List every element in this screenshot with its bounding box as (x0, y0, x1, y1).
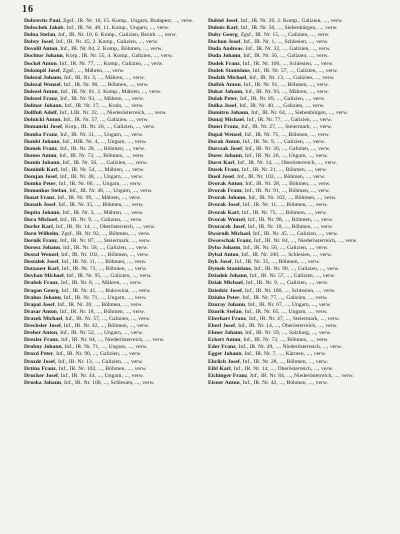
entry-details: , Zgsf., IR. Nr. 92, ..., Böhmen, ..., verw. (58, 230, 151, 237)
entry-details: , Zgsf., ..., Mähren, ..., verw. (59, 67, 125, 74)
entry-details: , Inf., IR. Nr. 47, ..., Steiermark, ..., verw. (245, 315, 340, 322)
entry-details: , Inf., IR. Nr. 31, ..., Ungarn, ..., verw. (57, 131, 144, 138)
entry-details: , Inf., IR. Nr. 75, ..., Böhmen, ..., verw. (238, 209, 328, 216)
entry-name: Dochtor Johann (24, 53, 63, 60)
entry-details: , Inf., IR. Nr. 9, ..., Galizien, ..., verw. (242, 280, 329, 287)
entry-name: Drobny Johann (24, 344, 62, 351)
entry-name: Eberhart Franz (208, 315, 246, 322)
entry-name: Domes Anton (24, 152, 57, 159)
list-entry (208, 295, 384, 302)
entry-name: Dolezal Wenzel (24, 81, 61, 88)
entry-details: , Inf., IR. Nr. 93, ..., Mähren, ..., verw. (242, 88, 329, 95)
entry-details: , Inf., IR. Nr. 64, ..., Siebenbürgen, ..., verw. (248, 110, 349, 117)
list-entry (208, 167, 384, 174)
entry-name: Duffek Anton (208, 81, 241, 88)
entry-details: , Inf., IR. Nr. 67, ..., Ungarn, ..., verw. (245, 301, 332, 308)
entry-name: Dombi Johann (24, 138, 60, 145)
entry-name: Drexler Franz (24, 337, 59, 344)
entry-name: Dukat Johann (208, 88, 243, 95)
list-entry (208, 75, 384, 82)
list-entry (208, 153, 384, 160)
entry-details: , Inf., IR. Nr. 14, ..., Oberösterreich, ..., verw. (234, 159, 337, 166)
entry-name: Dyba Johann (208, 245, 241, 251)
entry-name: Dollfuß Adolf (24, 110, 57, 117)
entry-name: Dumitru Johann (208, 110, 249, 117)
entry-details: , Inf., IR. Nr. 100, ..., Schlesien, ..., verw. (239, 60, 334, 67)
entry-name: Dovhan Michael (24, 273, 64, 280)
entry-details: , Inf., IR. Nr. 52, ..., Ungarn, ..., verw. (57, 330, 144, 337)
entry-details: , Inf., IR. Nr. 20, ..., Galizien, ..., verw. (242, 145, 331, 152)
entry-details: , Inf., IR. Nr. 99, ..., Mähren, ..., verw. (54, 195, 142, 202)
entry-details: , Inf., IR. Nr. 35, ..., Böhmen, ..., verw. (55, 202, 144, 209)
entry-details: , Inf., IR. Nr. 73, ..., Böhmen, ..., verw. (58, 266, 147, 273)
list-entry (24, 202, 200, 209)
entry-name: Dunaj Michael (208, 117, 244, 124)
entry-name: Dymek Stanislaus (208, 266, 251, 273)
entry-name: Dvorak Anton (208, 181, 243, 188)
entry-name: Dvorak Wenzel (208, 216, 245, 223)
entry-details: , Inf., IR. Nr. 18, ..., Böhmen, ..., verw. (244, 223, 333, 230)
list-entry (24, 132, 200, 139)
entry-details: , Inf., IR. Nr. 84, ..., Niederösterreich, ..., verw. (250, 237, 358, 244)
list-entry (24, 53, 200, 60)
list-entry (24, 295, 200, 302)
entry-details: , Inf., IR. Nr. 59, ..., Salzburg, ..., verw. (242, 330, 332, 337)
entry-name: Domonkos Stefan (24, 188, 67, 195)
entry-name: Duchon Josef (208, 39, 241, 46)
entry-name: Dunst Franz (208, 124, 239, 131)
entry-name: Domanski Josef (24, 124, 62, 131)
list-entry (208, 202, 384, 209)
list-entry (24, 46, 200, 53)
entry-details: , Inf., IR. Nr. 73, ..., Böhmen, ..., verw. (56, 152, 145, 159)
entry-details: , Inf., IR. Nr. 7, ..., Kärnten, ..., verw. (241, 351, 327, 358)
list-entry (24, 167, 200, 174)
left-column (24, 18, 200, 387)
entry-name: Dziedzic Josef (208, 287, 242, 294)
entry-name: Domko Peter (24, 181, 56, 188)
entry-name: Dotzauer Karl (24, 266, 59, 273)
list-entry (208, 351, 384, 358)
entry-details: , Inf., IR. Nr. 50, ..., Siebenbürgen, ..., verw. (237, 25, 338, 32)
entry-details: , Inf., IR. Nr. 71, ..., Ungarn, ..., verw. (60, 294, 147, 301)
entry-name: Durczak Josef (208, 145, 243, 152)
list-entry (208, 280, 384, 287)
list-entry (208, 124, 384, 131)
entry-details: , Inf., IR. Nr. 89, ..., Galizien, ..., verw. (236, 96, 326, 103)
list-entry (24, 288, 200, 295)
list-entry (208, 373, 384, 380)
entry-details: , Inf., IR. Nr. 58, ..., Galizien, ..., verw. (60, 245, 149, 251)
entry-name: Eder Franz (208, 344, 236, 351)
entry-details: , Inf., IR. Nr. 42, ..., Böhmen, ..., verw. (239, 379, 328, 386)
entry-details: , Inf., IR. Nr. 20, 2. Komp., Galizien, ..., verw. (237, 18, 343, 24)
entry-name: Egger Johann (208, 351, 242, 358)
entry-details: , Korp., IR. Nr. 20, ..., Galizien, ..., verw. (61, 124, 156, 131)
list-entry (24, 68, 200, 75)
entry-name: Dupal Wenzel (208, 131, 242, 138)
list-entry (24, 153, 200, 160)
entry-details: , Inf., IR. Nr. 11, ..., Böhmen, ..., verw. (239, 202, 328, 209)
list-entry (24, 231, 200, 238)
entry-name: Dorfer Karl (24, 223, 53, 230)
entry-details: , Inf., IR. Nr. 87, ..., Steiermark, ..., verw. (56, 237, 151, 244)
list-entry (208, 210, 384, 217)
list-entry (24, 380, 200, 387)
entry-name: Duda Johann (208, 53, 241, 60)
entry-name: Dopita Johann (24, 209, 60, 216)
entry-name: Dyk Josef (208, 259, 232, 266)
entry-name: Dorn Wilhelm (24, 230, 59, 237)
entry-details: , Inf., IR. Nr. 98, ..., Böhmen, ..., verw. (60, 81, 149, 88)
entry-details: , Inf., IR. Nr. 9, ..., Galizien, ..., verw. (239, 138, 326, 145)
entry-name: Dragan Georg (24, 287, 59, 294)
entry-name: Eberl Josef (208, 323, 236, 330)
entry-name: Drabek Franz (24, 280, 58, 287)
entry-details: , Inf., IR. Nr. 81, 2. Komp., Mähren, ..., verw. (57, 88, 162, 95)
entry-name: Drapal Josef (24, 301, 55, 308)
entry-name: Eisner Anton (208, 379, 240, 386)
entry-details: , Inf., IR. Nr. 32, ..., Galizien, ..., verw. (242, 46, 331, 53)
entry-details: , Inf., IR. Nr. 28, ..., Böhmen, ..., verw. (54, 301, 143, 308)
list-entry (208, 309, 384, 316)
entry-details: , Inf., IR. Nr. 28, ..., Böhmen, ..., verw. (239, 358, 328, 365)
entry-name: Drucker Josef (24, 372, 58, 379)
list-entry (208, 146, 384, 153)
entry-name: Donath Josef (24, 202, 56, 209)
entry-name: Dubois Karl (208, 25, 238, 32)
list-entry (24, 280, 200, 287)
entry-details: , Inf., IR. Nr. 13, ..., Galizien, ..., verw. (55, 358, 144, 365)
entry-details: , Inf., IR. Nr. 14, ..., Oberösterreich, ..., verw. (230, 365, 334, 372)
entry-details: , Inf., IR. Nr. 45, 2. Komp., Galizien, ..., verw. (52, 39, 159, 46)
entry-details: , Inf., IR. Nr. 27, ..., Steiermark, ..., verw. (238, 124, 333, 131)
entry-details: , Inf., IR. Nr. 77, ..., Komp., Galizien, ..., verw. (56, 60, 164, 67)
entry-name: Dudzik Michael (208, 74, 247, 81)
entry-details: , Inf., IR. Nr. 91, ..., Böhmen, ..., verw. (240, 81, 329, 88)
entry-details: , Inf., IR. Nr. 84, 2. Komp., Böhmen, ..., verw. (57, 46, 163, 53)
list-entry (208, 89, 384, 96)
entry-name: Durst Karl (208, 159, 235, 166)
entry-details: , Inf., IR. Nr. 65, ..., Ungarn, ..., verw. (241, 308, 328, 315)
entry-name: Dornik Franz (24, 237, 57, 244)
list-entry (24, 366, 200, 373)
entry-name: Domba Franz (24, 131, 58, 138)
entry-name: Dziuba Peter (208, 294, 240, 301)
entry-name: Dorosz Johann (24, 245, 60, 251)
right-column (208, 18, 384, 387)
entry-name: Dolezal Johann (24, 74, 62, 81)
entry-name: Dybal Anton (208, 252, 239, 259)
entry-name: Dudek Franz (208, 60, 240, 67)
entry-name: Dziadek Johann (208, 273, 247, 280)
entry-name: Domjan Josef (24, 174, 57, 181)
entry-name: Dobschek Jakob (24, 25, 64, 32)
entry-details: , Inf., IR. Nr. 100, ..., Schlesien, ..., verw. (238, 252, 333, 259)
entry-details: , Inf., IR. Nr. 9, ..., Galizien, ..., verw. (56, 216, 143, 223)
list-entry (208, 238, 384, 245)
entry-details: , Inf., IR. Nr. 8, ..., Mähren, ..., verw. (57, 280, 142, 287)
list-entry (24, 117, 200, 124)
list-entry (208, 68, 384, 75)
list-entry (208, 82, 384, 89)
entry-details: , Inf., IR. Nr. 102, ..., Böhmen, ..., verw. (234, 174, 326, 181)
entry-details: , Inf., IR. Nr. 57, ..., Galizien, ..., verw. (62, 315, 151, 322)
entry-name: Domek Franz (24, 145, 57, 152)
entry-name: Dvorak Josef (208, 202, 240, 209)
entry-name: Drasar Anton (24, 308, 57, 315)
list-entry (208, 231, 384, 238)
entry-details: , Inf., IR. Nr. 14, ..., Oberösterreich, ..., verw. (52, 223, 156, 230)
entry-details: , Inf., IR. Nr. 17, ..., Krain, ..., verw. (61, 103, 144, 110)
entry-name: Dusil Josef (208, 174, 235, 181)
entry-name: Duby Georg (208, 32, 238, 39)
entry-name: Dobry Josef (24, 39, 53, 46)
list-entry (24, 359, 200, 366)
entry-name: Drahos Johann (24, 294, 61, 301)
entry-details: , Inf., IR. Nr. 18, ..., Böhmen, ..., verw. (56, 308, 146, 315)
entry-name: Duda Andreas (208, 46, 243, 53)
entry-details: , Inf., IR. Nr. 102, ..., Böhmen, ..., verw. (245, 195, 337, 202)
entry-details: , Inf., IR. Nr. 56, ..., Galizien, ..., verw. (240, 245, 329, 251)
entry-details: , Inf., IR. Nr. 40, ..., Galizien, ..., verw. (236, 103, 325, 110)
entry-details: , Inf., IR. Nr. 84, ..., Niederösterreich, ..., verw. (58, 337, 165, 344)
entry-name: Dvorak Franz (208, 188, 242, 195)
entry-name: Durak Anton (208, 138, 240, 145)
entry-name: Dusek Franz (208, 166, 239, 173)
entry-name: Dovolil Anton (24, 46, 58, 53)
entry-details: , Inf., IR. Nr. 46, ..., Ungarn, ..., verw. (66, 188, 153, 195)
entry-name: Drozdz Josef (24, 358, 56, 365)
list-entry (24, 210, 200, 217)
entry-details: , Inf., IR. Nr. 100, ..., Schlesien, ..., verw. (61, 379, 155, 386)
entry-details: , Zgsf., IR. Nr. 16, 15. Komp., Ungarn, Budapest, ..., verw. (60, 18, 194, 24)
entry-name: Dostalek Josef (24, 259, 59, 266)
entry-details: , Inf., IR. Nr. 77, ..., Galizien, ..., verw. (239, 294, 328, 301)
entry-name: Drozd Peter (24, 351, 54, 358)
list-entry (24, 302, 200, 309)
entry-name: Dziak Michael (208, 280, 243, 287)
list-entry (208, 288, 384, 295)
list-entry (24, 238, 200, 245)
list-entry (208, 160, 384, 167)
entry-details: , Inf., IR. Nr. 71, ..., Ungarn, ..., verw. (61, 344, 148, 351)
list-entry (208, 380, 384, 387)
list-entry (24, 160, 200, 167)
entry-name: Dzurik Stefan (208, 308, 242, 315)
entry-name: Dwornik Michael (208, 230, 250, 237)
entry-name: Dvorak Johann (208, 195, 246, 202)
entry-name: Dokoupil Josef (24, 67, 60, 74)
entry-name: Eckert Anton (208, 337, 241, 344)
entry-name: Dockel Anton (24, 60, 57, 67)
entry-name: Dubiel Josef (208, 18, 238, 24)
list-entry (24, 373, 200, 380)
list-entry (24, 224, 200, 231)
entry-name: Eibl Karl (208, 365, 231, 372)
list-entry (208, 53, 384, 60)
entry-name: Ebner Johann (208, 330, 243, 337)
entry-details: , Inf., IR. Nr. 56, ..., Galizien, ..., verw. (59, 159, 148, 166)
entry-details: , Inf., IR. Nr. 75, ..., Böhmen, ..., verw. (241, 131, 330, 138)
entry-details: , Inf., IR. Nr. 57, ..., Galizien, ..., verw. (60, 117, 149, 124)
list-entry (24, 146, 200, 153)
entry-name: Eichinger Franz (208, 372, 248, 379)
entry-details: , Inf., IR. Nr. 73, ..., Böhmen, ..., verw. (240, 337, 329, 344)
entry-details: , Inf., IR. Nr. 10, 6. Komp., Galizien, Bezirk ..., verw. (55, 32, 177, 39)
entry-details: , Inf., IR. Nr. 41, ..., Bukowina, ..., verw. (58, 287, 151, 294)
entry-details: , Inf., IR. Nr. 56, ..., Galizien, ..., verw. (240, 53, 329, 60)
entry-name: Druska Johann (24, 379, 62, 386)
entry-name: Domin Johann (24, 159, 60, 166)
page-number: 16 (22, 4, 34, 15)
list-entry (24, 217, 200, 224)
list-entry (208, 61, 384, 68)
list-entry (208, 217, 384, 224)
entry-details: , Inf., IR. Nr. 28, ..., Böhmen, ..., verw. (56, 145, 146, 152)
list-entry (208, 316, 384, 323)
entry-details: , Inf., IR. Nr. 48, ..., Ungarn, ..., verw. (56, 174, 144, 181)
entry-details: , Inf., IR. Nr. 11, ..., Böhmen, ..., verw. (58, 259, 147, 266)
entry-name: Drazek Michael (24, 315, 63, 322)
entry-details: , Inf., IR. Nr. 57, ..., Galizien, ..., verw. (246, 273, 336, 280)
entry-details: , Inf., HIR. Nr. 4, ..., Ungarn, ..., verw. (59, 138, 147, 145)
entry-details: , Inf., IR. Nr. 3, ..., Mähren, ..., verw. (59, 209, 144, 216)
entry-details: , Inf., IR. Nr. 102, ..., Böhmen, ..., verw. (55, 365, 147, 372)
entry-name: Dreher Anton (24, 330, 58, 337)
list-entry (208, 139, 384, 146)
entry-name: Dudek Stanislaus (208, 67, 250, 74)
entry-name: Dolna Stefan (24, 32, 56, 39)
entry-details: , Inf., IR. Nr. 91, ..., Böhmen, ..., verw. (241, 188, 331, 195)
list-entry (24, 309, 200, 316)
entry-name: Dostal Wenzel (24, 252, 59, 259)
list-entry (24, 89, 200, 96)
entry-details: , Inf., IR. Nr. 49, ..., Niederösterreich, ..., verw. (235, 344, 343, 351)
entry-details: , Inf., IR. Nr. 21, ..., Böhmen, ..., verw. (238, 166, 328, 173)
entry-name: Dzuray Johann (208, 301, 246, 308)
entry-name: Dolezel Anton (24, 88, 58, 95)
entry-details: , Inf., IR. Nr. 90, ..., Galizien, ..., verw. (53, 351, 142, 358)
entry-name: Dobrovits Paul (24, 18, 60, 24)
entry-details: , Inf., IR. Nr. 102, ..., Böhmen, ..., verw. (58, 252, 150, 259)
entry-name: Drechsler Josef (24, 323, 61, 330)
list-entry (24, 139, 200, 146)
entry-name: Dora Michael (24, 216, 57, 223)
entry-name: Dominik Karl (24, 166, 58, 173)
list-entry (24, 75, 200, 82)
entry-details: , Inf., IR. Nr. 14, ..., Oberösterreich, ..., verw. (235, 323, 338, 330)
list-entry (24, 82, 200, 89)
list-entry (208, 302, 384, 309)
entry-details: , Inf., IR. Nr. 57, ..., Galizien, ..., verw. (249, 67, 338, 74)
entry-details: , Inf., IR. Nr. 44, ..., Ungarn, ..., verw. (57, 372, 144, 379)
list-entry (208, 366, 384, 373)
entry-details: , Zgsf., IR. Nr. 15, ..., Galizien, ..., verw. (237, 32, 330, 39)
entry-details: , Inf., IR. Nr. 84, ..., Niederösterreich, ..., verw. (247, 372, 354, 379)
entry-name: Drtina Franz (24, 365, 56, 372)
entry-details: , Inf., IR. Nr. 77, ..., Galizien, ..., verw. (243, 117, 333, 124)
entry-details: , Inf., LIR. Nr. 22, ..., Niederösterreich, ..., verw. (56, 110, 167, 117)
list-entry (24, 351, 200, 358)
entry-name: Dvoracek Josef (208, 223, 245, 230)
entry-name: Dulka Josef (208, 103, 237, 110)
entry-details: , Inf., IR. Nr. 26, ..., Ungarn, ..., verw. (241, 152, 328, 159)
entry-details: , Inf., IR. Nr. 13, ..., Galizien, ..., verw. (246, 74, 335, 81)
entry-details: , Inf., IR. Nr. 45, ..., Galizien, ..., verw. (250, 230, 339, 237)
entry-name: Dworschak Franz (208, 237, 251, 244)
entry-details: , Korp., IR. Nr. 55, 4. Komp., Galizien, ..., verw. (62, 53, 173, 60)
entry-details: , Inf., IR. Nr. 66, ..., Ungarn, ..., verw. (55, 181, 142, 188)
entry-name: Ehrlich Josef (208, 358, 240, 365)
entry-details: , Inf., IR. Nr. 95, ..., Galizien, ..., verw. (63, 273, 152, 280)
entry-details: , Inf., IR. Nr. 28, ..., Böhmen, ..., verw. (242, 181, 331, 188)
list-entry (208, 224, 384, 231)
list-entry (208, 132, 384, 139)
entry-name: Dolezel Franz (24, 96, 58, 103)
entry-name: Dolinar Johann (24, 103, 62, 110)
entry-details: , Inf., IR. Nr. 93, ..., Mähren, ..., verw. (57, 96, 144, 103)
entry-name: Dvorak Karl (208, 209, 239, 216)
entry-name: Dulak Peter (208, 96, 237, 103)
entry-details: , Inf., IR. Nr. 100, ..., Schlesien, ..., verw. (241, 287, 336, 294)
list-entry (208, 359, 384, 366)
entry-details: , Inf., IR. Nr. 48, 11. Komp., Ungarn, ..., verw. (63, 25, 170, 32)
entry-details: , Inf., IR. Nr. 98, ..., Böhmen, ..., verw. (244, 216, 334, 223)
entry-name: Durec Johann (208, 152, 242, 159)
list-entry (24, 61, 200, 68)
entry-details: , Inf., IR. Nr. 35, ..., Böhmen, ..., verw. (231, 259, 320, 266)
entry-name: Dolnicki Anton (24, 117, 61, 124)
entry-details: , Inf., IR. Nr. 3, ..., Mähren, ..., verw. (61, 74, 145, 81)
entry-details: , Inf., IR. Nr. 42, ..., Böhmen, ..., verw. (60, 323, 150, 330)
list-entry (24, 124, 200, 131)
entry-details: , Inf., IR. Nr. 90, ..., Galizien, ..., verw. (250, 266, 340, 273)
entry-details: , Inf., IR. Nr. 54, ..., Mähren, ..., verw. (57, 166, 145, 173)
entry-name: Donat Franz (24, 195, 55, 202)
list-entry (24, 316, 200, 323)
entry-details: , Inf., IR. Nr. 1, ..., Schlesien, ..., verw. (240, 39, 329, 46)
